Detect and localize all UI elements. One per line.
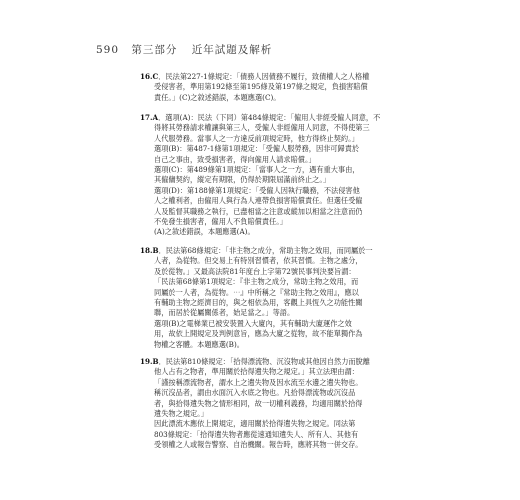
page-number: 590 bbox=[96, 44, 120, 56]
answer-line: 選項(C)：第489條第1項規定：「當事人之一方，遇有重大事由， bbox=[154, 165, 360, 175]
answer-item-18: 18.B．民法第68條規定：「非主物之成分，常助主物之效用，而同屬於一 人者，為從物。但交易上有特別習慣者，依其習慣。主物之處分， 及於從物。」又最高法院81年度台上字第72號民事判決要旨謂： 「民法第68條第1項規定：『非主物之成分，常助主物之效用，而 同屬於一人者，為從物。⋯』中所稱之『常助主物之效用』，應以 有輔助主物之經濟目的，與之相依為用，客觀上具恆久之功能性關 聯，而居於從屬關係者，始足當之。」等語。 選項(B)之電梯業已被安裝置入大廈內，其有輔助大廈運作之效 用，故依上開規定及判例意旨，應為大廈之從物，故不能單獨作為 物權之客體。本題應選(B)。 bbox=[140, 246, 430, 350]
answer-line: 同屬於一人者，為從物。⋯』中所稱之『常助主物之效用』，應以 bbox=[154, 287, 359, 297]
answer-line: 民法第68條規定：「非主物之成分，常助主物之效用，而同屬於一 bbox=[165, 246, 373, 255]
answer-number: 18.B bbox=[140, 246, 159, 255]
answer-line: 者，與拾得遺失物之情形相同，故一切權利義務，均適用關於拾得 bbox=[154, 398, 363, 408]
answer-line: 803條規定：「拾得遺失物者應從速通知遺失人、所有人、其他有 bbox=[154, 429, 359, 439]
answer-line: 用，故依上開規定及判例意旨，應為大廈之從物，故不能單獨作為 bbox=[154, 329, 363, 339]
answer-line: 因此漂流木應依上開規定，適用關於拾得遺失物之規定。同法第 bbox=[154, 419, 356, 429]
answer-line: 責任。」(C)之敘述錯誤，本題應選(C)。 bbox=[154, 92, 281, 102]
answer-line: 稱沉沒品者，謂由水面沉入水底之物也。凡拾得漂流物或沉沒品 bbox=[154, 388, 356, 398]
answer-line: 人之權利者，由僱用人與行為人連帶負損害賠償責任。但選任受僱 bbox=[154, 196, 363, 206]
answer-line: 選項(B)：第487-1條第1項規定：「受僱人服勞務，因非可歸責於 bbox=[154, 144, 360, 154]
answer-line: 聯，而居於從屬關係者，始足當之。」等語。 bbox=[154, 308, 295, 318]
answer-line: 受領權之人或報告警察、自治機關。報告時，應將其物一併交存。 bbox=[154, 440, 363, 450]
answer-number: 17.A bbox=[140, 113, 159, 122]
answer-line: 人者，為從物。但交易上有特別習慣者，依其習慣。主物之處分， bbox=[154, 256, 363, 266]
answer-number: 19.B bbox=[140, 357, 159, 366]
answer-item-19: 19.B．民法第810條規定：「拾得漂流物、沉沒物或其他因自然力而脫離 他人占有之物者，準用關於拾得遺失物之規定。」其立法理由謂： 「謹按稱漂流物者，謂水上之遺失物及因水流至水邊之遺失物也。 稱沉沒品者，謂由水面沉入水底之物也。凡拾得漂流物或沉沒品 者，與拾得遺失物之情形相同，故一切權利義務，均適用關於拾得 遺失物之規定。」 因此漂流木應依上開規定，適用關於拾得遺失物之規定。同法第 803條規定：「拾得遺失物者應從速通知遺失人、所有人、其他有 受領權之人或報告警察、自治機關。報告時，應將其物一併交存。 bbox=[140, 357, 430, 451]
answer-line: 人代服勞務。當事人之一方違反前項規定時，他方得終止契約。」 bbox=[154, 133, 359, 143]
answer-item-17: 17.A．選項(A)：民法（下同）第484條規定：「僱用人非經受僱人同意，不 得將其勞務請求權讓與第三人，受僱人非經僱用人同意，不得使第三 人代服勞務。當事人之一方違反前項規定時，他方得終止契約。」 選項(B)：第487-1條第1項規定：「受僱人服勞務，因非可歸責於 自己之事由，致受損害者，得向僱用人請求賠償。」 選項(C)：第489條第1項規定：「當事人之一方，遇有重大事由， 其僱傭契約，縱定有期限，仍得於期限屆滿前終止之。」 選項(D)：第188條第1項規定：「受僱人因執行職務，不法侵害他 人之權利者，由僱用人與行為人連帶負損害賠償責任。但選任受僱 人及監督其職務之執行，已盡相當之注意或縱加以相當之注意而仍 不免發生損害者，僱用人不負賠償責任。」 (A)之敘述錯誤，本題應選(A)。 bbox=[140, 113, 430, 238]
answer-item-16: 16.C．民法第227-1條規定：「債務人因債務不履行，致債權人之人格權 受侵害者，準用第192條至第195條及第197條之規定，負損害賠償 責任。」(C)之敘述錯誤，本題應選(C)。 bbox=[140, 72, 430, 103]
answer-line: 人及監督其職務之執行，已盡相當之注意或縱加以相當之注意而仍 bbox=[154, 206, 363, 216]
answer-line: 遺失物之規定。」 bbox=[154, 409, 208, 419]
answer-line: 「民法第68條第1項規定：『非主物之成分，常助主物之效用，而 bbox=[154, 277, 359, 287]
answer-line: 物權之客體。本題應選(B)。 bbox=[154, 339, 244, 349]
answer-line: 得將其勞務請求權讓與第三人，受僱人非經僱用人同意，不得使第三 bbox=[154, 123, 370, 133]
answer-line: 「謹按稱漂流物者，謂水上之遺失物及因水流至水邊之遺失物也。 bbox=[154, 377, 363, 387]
answer-number: 16.C bbox=[140, 72, 159, 81]
answer-line: 民法第810條規定：「拾得漂流物、沉沒物或其他因自然力而脫離 bbox=[165, 357, 370, 366]
answer-line: 他人占有之物者，準用關於拾得遺失物之規定。」其立法理由謂： bbox=[154, 367, 359, 377]
answer-line: (A)之敘述錯誤，本題應選(A)。 bbox=[154, 227, 255, 237]
answer-line: 其僱傭契約，縱定有期限，仍得於期限屆滿前終止之。」 bbox=[154, 175, 331, 185]
answer-line: 及於從物。」又最高法院81年度台上字第72號民事判決要旨謂： bbox=[154, 266, 356, 276]
answer-line: 自己之事由，致受損害者，得向僱用人請求賠償。」 bbox=[154, 154, 316, 164]
answer-line: 民法第227-1條規定：「債務人因債務不履行，致債權人之人格權 bbox=[165, 72, 370, 81]
section-label: 第三部分 bbox=[131, 44, 178, 56]
chapter-title: 近年試題及解析 bbox=[191, 44, 273, 56]
page-header bbox=[96, 42, 272, 57]
answer-line: 不免發生損害者，僱用人不負賠償責任。」 bbox=[154, 217, 287, 227]
answer-line: 選項(D)：第188條第1項規定：「受僱人因執行職務，不法侵害他 bbox=[154, 185, 360, 195]
answer-line: 受侵害者，準用第192條至第195條及第197條之規定，負損害賠償 bbox=[154, 82, 368, 92]
answer-line: 選項(A)：民法（下同）第484條規定：「僱用人非經受僱人同意，不 bbox=[165, 113, 381, 122]
answer-line: 有輔助主物之經濟目的，與之相依為用，客觀上具恆久之功能性關 bbox=[154, 298, 363, 308]
answer-line: 選項(B)之電梯業已被安裝置入大廈內，其有輔助大廈運作之效 bbox=[154, 318, 352, 328]
